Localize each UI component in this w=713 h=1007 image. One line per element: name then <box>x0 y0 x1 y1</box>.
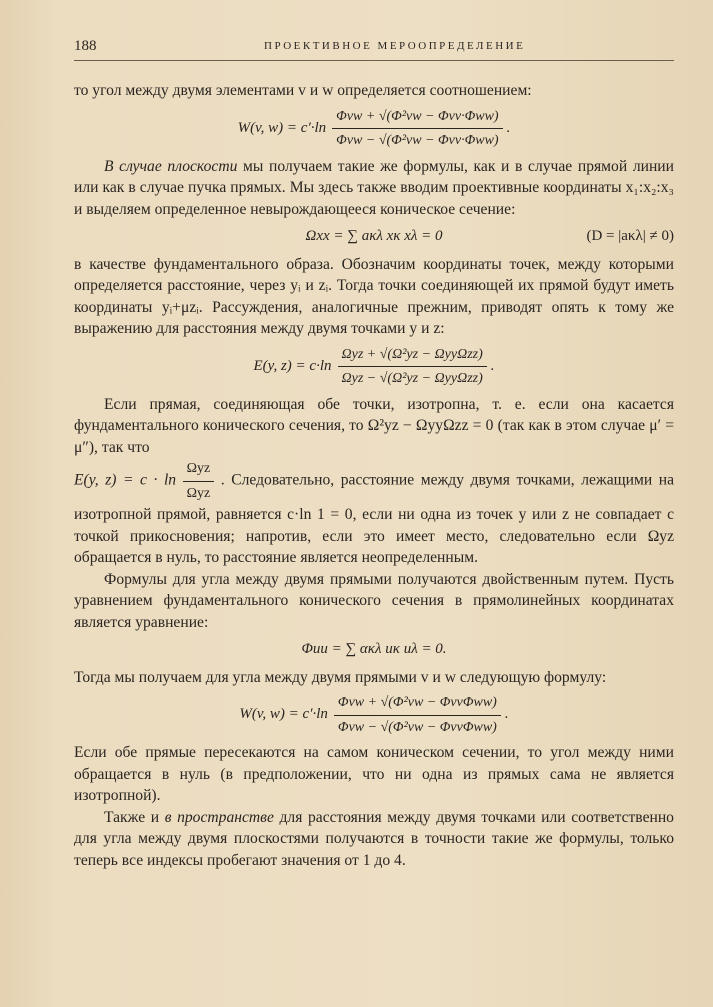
equation-line-conic <box>74 639 674 661</box>
page-body <box>74 80 674 871</box>
formula-lhs: E(y, z) = c·ln <box>253 357 332 374</box>
formula-numerator: Ωyz + √(Ω²yz − ΩyyΩzz) <box>341 346 483 362</box>
paragraph: Если обе прямые пересекаются на самом коническом сечении, то угол между ними обращается в нуль (в предположении, что ни одна из прямых сама не является изотропной). <box>74 744 674 804</box>
page-number: 188 <box>74 38 97 54</box>
formula-numerator: Ωyz <box>186 461 211 476</box>
formula-denominator: Ωyz <box>183 481 215 505</box>
formula-angle-1 <box>74 106 674 152</box>
formula-lhs: W(v, w) = c′·ln <box>237 119 327 136</box>
inline-fraction <box>183 458 215 504</box>
paragraph-text: для расстояния между двумя точками или соответственно для угла между двумя плоскостями получаются в точности такие же формулы, только теперь все индексы пробегают значения от 1 до 4. <box>74 808 674 869</box>
formula-fraction <box>334 692 501 738</box>
formula-angle-2 <box>74 692 674 738</box>
equation-text: Ωxx = ∑ aκλ xκ xλ = 0 <box>305 228 443 244</box>
formula-lhs: W(v, w) = c′·ln <box>239 706 328 723</box>
emphasis: В случае плоскости <box>104 157 238 175</box>
paragraph: то угол между двумя элементами v и w определяется соотношением: <box>74 82 532 99</box>
formula-fraction <box>338 344 487 390</box>
paragraph: в качестве фундаментального образа. Обозначим координаты точек, между которыми определяется расстояние, через yᵢ и zᵢ. Тогда точки соединяющей их прямой будут иметь координаты yᵢ+μzᵢ. Рассуждения, аналогичные прежним, приводят опять к тому же выражению для расстояния между двумя точками y и z: <box>74 255 674 337</box>
formula-numerator: Φvw + √(Φ²vw − Φvv·Φww) <box>336 108 499 124</box>
formula-denominator: Ωyz − √(Ω²yz − ΩyyΩzz) <box>338 366 487 390</box>
emphasis: в пространстве <box>164 808 274 826</box>
page-header <box>74 38 674 58</box>
paragraph: Тогда мы получаем для угла между двумя прямыми v и w следующую формулу: <box>74 668 607 686</box>
equation-condition: (D = |aκλ| ≠ 0) <box>586 228 674 244</box>
paragraph-text: Также и <box>104 808 165 826</box>
paragraph-text: мы получаем такие же формулы, как и в случае прямой линии или как в случае пучка прямых. Мы здесь также вводим проективные координаты x₁:x₂:x₃ и выделяем определенное невырождающееся коническое сечение: <box>74 157 674 218</box>
inline-formula-lhs: E(y, z) = c · ln <box>74 471 177 489</box>
paragraph: Если прямая, соединяющая обе точки, изотропна, т. е. если она касается фундаментального конического сечения, то Ω²yz − ΩyyΩzz = 0 (так как в этом случае μ′ = μ″), так что <box>74 395 674 456</box>
formula-period: . <box>506 119 511 136</box>
paragraph: Формулы для угла между двумя прямыми получаются двойственным путем. Пусть уравнением фундаментального конического сечения в прямолинейных координатах является уравнение: <box>74 570 674 631</box>
paragraph-text: . Следовательно, расстояние между двумя точками, лежащими на изотропной прямой, равняется c·ln 1 = 0, если ни одна из точек y или z не совпадает с точкой прикосновения; напротив, если это имеет место, следовательно если Ωyz обращается в нуль, то расстояние является неопределенным. <box>74 471 674 566</box>
paragraph <box>74 807 674 872</box>
running-head: ПРОЕКТИВНОЕ МЕРООПРЕДЕЛЕНИЕ <box>264 40 526 52</box>
formula-period: . <box>490 357 495 374</box>
formula-denominator: Φvw − √(Φ²vw − Φvv·Φww) <box>332 128 502 152</box>
formula-distance <box>74 344 674 390</box>
formula-denominator: Φvw − √(Φ²vw − ΦvvΦww) <box>334 715 501 739</box>
header-rule <box>74 60 674 61</box>
formula-numerator: Φvw + √(Φ²vw − ΦvvΦww) <box>337 695 497 710</box>
paragraph <box>74 458 674 569</box>
formula-period: . <box>504 706 509 723</box>
paragraph <box>74 156 674 221</box>
equation-conic <box>74 226 674 248</box>
formula-fraction <box>332 106 502 152</box>
equation-text: Φuu = ∑ ακλ uκ uλ = 0. <box>301 641 447 657</box>
